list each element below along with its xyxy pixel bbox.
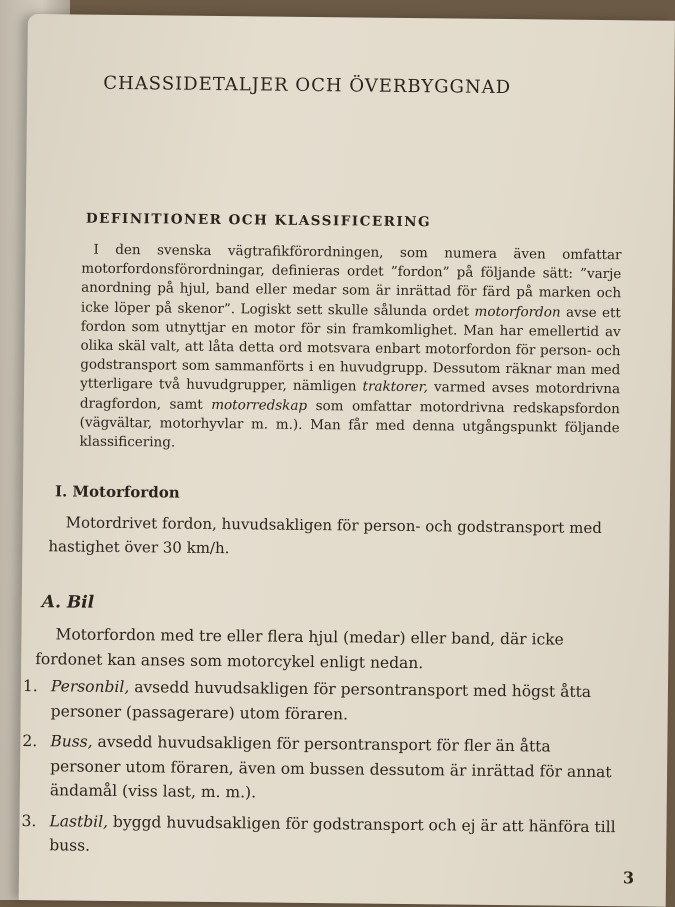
book-page xyxy=(19,14,675,907)
list-item-number: 1. xyxy=(22,676,38,696)
subsection-bil-title: A. Bil xyxy=(41,592,95,613)
list-item-number: 3. xyxy=(21,811,37,830)
intro-text-3: varmed avses motordrivna dragfordon, samt xyxy=(79,379,621,413)
list-item-number: 2. xyxy=(22,731,38,751)
list-item-text xyxy=(50,729,623,808)
vehicle-list xyxy=(21,674,623,870)
page-number: 3 xyxy=(622,868,635,888)
list-item xyxy=(22,729,623,809)
list-item-term: Personbil, xyxy=(50,677,130,697)
subsection-bil-text: Motorfordon med tre eller flera hjul (medar) eller band, där icke fordonet kan anses som motorcykel enligt nedan. xyxy=(35,625,564,672)
intro-text-4: som omfattar motordrivna redskapsfordon (vägvältar, motorhyvlar m. m.). Man får med denna utgångspunkt följande klassificering. xyxy=(79,397,620,451)
intro-text-2: avse ett fordon som utnyttjar en motor för sin framkomlighet. Man har emellertid av olika skäl valt, att låta detta ord motsvara enbart motorfordon för person- och godstransport som sammanförts i en huvudgrupp. Dessutom räknar man med ytterligare två huvudgrupper, nämligen xyxy=(80,304,622,395)
subsection-motorfordon-title: I. Motorfordon xyxy=(54,482,180,502)
intro-term-motorredskap: motorredskap xyxy=(211,396,308,414)
list-item-desc: avsedd huvudsakligen för persontransport med högst åtta personer (passagerare) utom föraren. xyxy=(50,678,592,723)
chapter-title: CHASSIDETALJER OCH ÖVERBYGGNAD xyxy=(103,72,512,99)
list-item xyxy=(23,674,623,729)
list-item-text xyxy=(51,674,623,729)
list-item-term: Buss, xyxy=(50,732,93,751)
list-item-text xyxy=(49,809,621,864)
intro-text-1: I den svenska vägtrafikförordningen, som numera även omfattar motorfordonsförordningar, definieras ordet ”fordon” på följande sätt: ”varje anordning på hjul, band eller medar som är inrättad för färd på marken och icke löper på skenor”. Logiskt sett skulle sålunda ordet xyxy=(80,241,622,320)
list-item-term: Lastbil, xyxy=(49,811,109,831)
list-item-desc: byggd huvudsakligen för godstransport och ej är att hänföra till buss. xyxy=(49,812,616,855)
section-title: DEFINITIONER OCH KLASSIFICERING xyxy=(85,210,432,231)
intro-paragraph xyxy=(79,241,621,458)
list-item-desc: avsedd huvudsakligen för persontransport för fler än åtta personer utom föraren, även om bussen dessutom är inrättad för annat ändamål (viss last, m. m.). xyxy=(49,732,612,802)
subsection-motorfordon-text: Motordrivet fordon, huvudsakligen för person- och godstransport med hastighet över 30 km/h. xyxy=(48,513,602,558)
intro-term-motorfordon: motorfordon xyxy=(474,303,561,321)
list-item xyxy=(21,808,621,863)
intro-term-traktorer: traktorer, xyxy=(362,378,429,396)
